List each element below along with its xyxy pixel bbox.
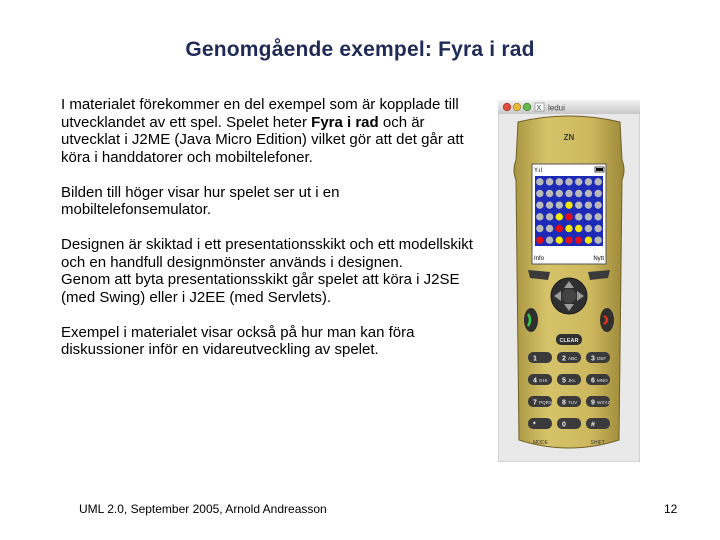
keypad-key[interactable] <box>557 396 581 407</box>
board-disc <box>594 225 601 232</box>
board-disc <box>536 225 543 232</box>
board-disc <box>556 178 563 185</box>
softkey-new-label: Nytt <box>593 256 604 262</box>
slide-title: Genomgående exempel: Fyra i rad <box>185 38 535 61</box>
keypad-key[interactable] <box>557 352 581 363</box>
board-disc <box>565 178 572 185</box>
board-disc <box>546 190 553 197</box>
keypad-key-shape <box>586 418 610 429</box>
keypad-key[interactable] <box>586 352 610 363</box>
keypad-key-number: * <box>533 421 536 429</box>
board-disc <box>546 201 553 208</box>
keypad-key-number: 0 <box>562 421 566 429</box>
footer-credit: UML 2.0, September 2005, Arnold Andreasson <box>79 502 327 516</box>
keypad-key-number: 1 <box>533 355 537 363</box>
intro-text-start: I materialet förekommer en del exempel som är kopplade till utvecklandet av ett spel. Spelet heter <box>61 96 459 131</box>
keypad-key-number: 7 <box>533 399 537 407</box>
board-disc <box>546 236 553 243</box>
keypad-key[interactable] <box>586 418 610 429</box>
board-disc <box>585 225 592 232</box>
board-disc <box>585 213 592 220</box>
board-disc <box>585 178 592 185</box>
board-disc <box>546 225 553 232</box>
board-disc <box>575 236 582 243</box>
window-zoom-icon[interactable] <box>523 103 531 111</box>
slide-body <box>61 96 481 376</box>
keypad-key-number: 3 <box>591 355 595 363</box>
board-disc <box>594 190 601 197</box>
board-disc <box>565 236 572 243</box>
keypad-key[interactable] <box>586 396 610 407</box>
board-disc <box>536 236 543 243</box>
board-disc <box>536 178 543 185</box>
keypad-key-letters: PQRS <box>539 400 553 405</box>
window-title: ledui <box>548 103 565 113</box>
board-disc <box>565 225 572 232</box>
board-disc <box>556 236 563 243</box>
clear-label: CLEAR <box>559 338 579 344</box>
game-name: Fyra i rad <box>311 113 379 131</box>
board-disc <box>565 190 572 197</box>
board-disc <box>585 190 592 197</box>
paragraph-design: Designen är skiktad i ett presentationsskikt och ett modellskikt och en handfull designmönster används i designen. <box>61 236 473 271</box>
board-disc <box>536 190 543 197</box>
paragraph-emulator: Bilden till höger visar hur spelet ser ut i en mobiltelefonsemulator. <box>61 183 340 218</box>
signal-indicator: Y.ıl <box>534 168 542 174</box>
board-disc <box>585 201 592 208</box>
keypad-key-letters: TUV <box>568 400 578 405</box>
phone-emulator-image <box>498 100 640 462</box>
board-disc <box>546 213 553 220</box>
paragraph-layers: Genom att byta presentationsskikt går spelet att köra i J2SE (med Swing) eller i J2EE (med Servlets). <box>61 271 460 306</box>
board-disc <box>594 178 601 185</box>
board-disc <box>565 201 572 208</box>
svg-text:X: X <box>536 105 542 112</box>
keypad-key-number: 8 <box>562 399 566 407</box>
softkey-info-label: Info <box>534 256 545 262</box>
paragraph-discussion: Exempel i materialet visar också på hur man kan föra diskussioner inför en vidareutveckling av spelet. <box>61 323 415 358</box>
phone-brand: ZN <box>563 133 575 142</box>
keypad-key[interactable] <box>557 374 581 385</box>
keypad-key-letters: ABC <box>568 356 578 361</box>
keypad-key-letters: GHI <box>539 378 548 383</box>
board-disc <box>575 213 582 220</box>
keypad-key-number: 4 <box>533 377 537 385</box>
keypad-key[interactable] <box>528 418 552 429</box>
keypad-key-number: 9 <box>591 399 595 407</box>
board-disc <box>594 201 601 208</box>
keypad-key-letters: DEF <box>597 356 607 361</box>
paragraph-intro <box>61 96 481 166</box>
board-disc <box>575 190 582 197</box>
keypad-key-letters: WXYZ <box>597 400 611 405</box>
keypad-key-letters: MNO <box>597 378 608 383</box>
board-disc <box>575 201 582 208</box>
mode-label: MODE <box>533 440 548 446</box>
keypad-key-number: 5 <box>562 377 566 385</box>
keypad-key[interactable] <box>586 374 610 385</box>
keypad-key-letters: JKL <box>568 378 576 383</box>
keypad-key[interactable] <box>528 374 552 385</box>
board-disc <box>546 178 553 185</box>
board-disc <box>575 225 582 232</box>
board-disc <box>594 236 601 243</box>
shift-label: SHIFT <box>590 440 605 446</box>
window-minimize-icon[interactable] <box>513 103 521 111</box>
keypad-key-shape <box>528 418 552 429</box>
keypad-key[interactable] <box>528 396 552 407</box>
board-disc <box>565 213 572 220</box>
keypad-key-number: 2 <box>562 355 566 363</box>
intro-text-end: och är utvecklat i J2ME (Java Micro Edition) vilket gör att det går att köra i handdatorer och mobiltelefoner. <box>61 113 464 166</box>
keypad-key-shape <box>528 352 552 363</box>
game-board <box>535 176 603 246</box>
keypad-key-number: # <box>591 421 595 429</box>
window-close-icon[interactable] <box>503 103 511 111</box>
keypad-key-shape <box>557 418 581 429</box>
board-disc <box>556 201 563 208</box>
keypad-key[interactable] <box>557 418 581 429</box>
board-disc <box>536 213 543 220</box>
keypad-key-number: 6 <box>591 377 595 385</box>
board-disc <box>594 213 601 220</box>
page-number: 12 <box>664 502 678 516</box>
board-disc <box>585 236 592 243</box>
board-disc <box>575 178 582 185</box>
board-disc <box>536 201 543 208</box>
keypad-key[interactable] <box>528 352 552 363</box>
board-disc <box>556 190 563 197</box>
board-disc <box>556 225 563 232</box>
board-disc <box>556 213 563 220</box>
